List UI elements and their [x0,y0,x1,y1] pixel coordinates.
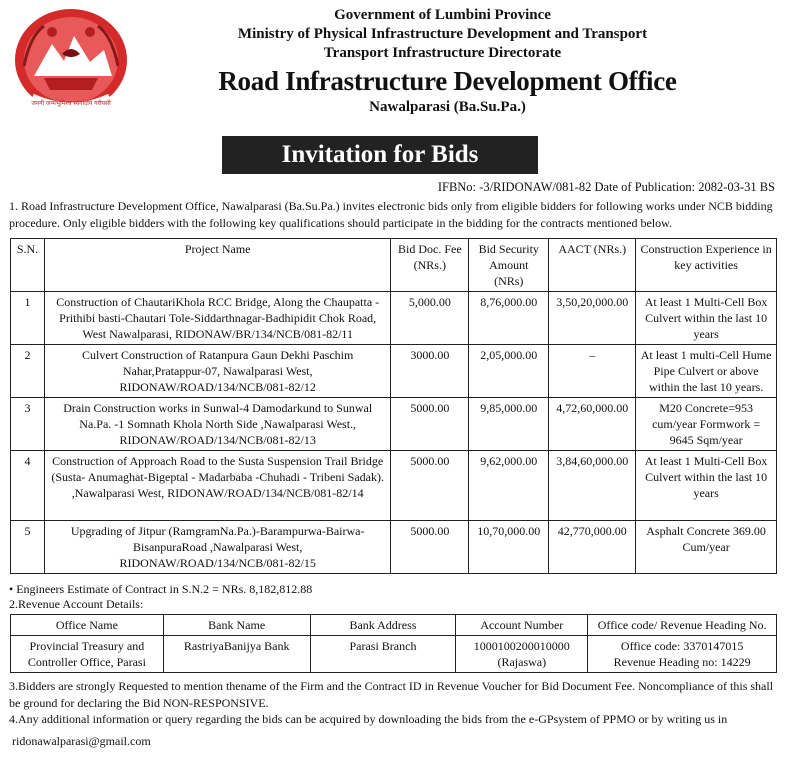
contact-email[interactable]: ridonawalparasi@gmail.com [12,734,151,748]
table-row [11,521,777,574]
revenue-row [11,636,777,673]
cell-experience: M20 Concrete=953 cum/year Formwork = 9645 Sqm/year [636,398,777,451]
col-header-sn: S.N. [11,239,45,292]
table-header-row [11,239,777,292]
cell-fee: 5000.00 [391,398,469,451]
cell-aact: 42,770,000.00 [549,521,636,574]
estimate-note: • Engineers Estimate of Contract in S.N.2 = NRs. 8,182,812.88 [9,582,313,596]
cell-project: Drain Construction works in Sunwal-4 Damodarkund to Sunwal Na.Pa. -1 Somnath Khola North Side ,Nawalparasi West., RIDONAW/ROAD/134/NCB/081-82/13 [44,398,390,451]
col-header-fee: Bid Doc. Fee (NRs.) [391,239,469,292]
cell-sn: 2 [11,345,45,398]
rev-account-line2: (Rajaswa) [497,655,547,669]
rev-account-line1: 1000100200010000 [473,639,570,653]
cell-security: 9,85,000.00 [469,398,549,451]
cell-security: 2,05,000.00 [469,345,549,398]
cell-aact: 4,72,60,000.00 [549,398,636,451]
intro-paragraph: 1. Road Infrastructure Development Office, Nawalparasi (Ba.Su.Pa.) invites electronic bids only from eligible bidders for following works under NCB bidding procedure. Only eligible bidders with the following key qualifications should participate in the bidding for the contracts mentioned below. [9,199,773,230]
rev-header-address: Bank Address [310,615,456,636]
cell-experience: At least 1 Multi-Cell Box Culvert within the last 10 years [636,451,777,521]
col-header-experience: Construction Experience in key activities [636,239,777,292]
rev-header-bank: Bank Name [163,615,310,636]
cell-security: 8,76,000.00 [469,292,549,345]
cell-sn: 3 [11,398,45,451]
cell-project: Upgrading of Jitpur (RamgramNa.Pa.)-Barampurwa-Bairwa- BisanpuraRoad ,Nawalparasi West, RIDONAW/ROAD/134/NCB/081-82/15 [44,521,390,574]
cell-project: Construction of ChautariKhola RCC Bridge, Along the Chaupatta -Prithibi basti-Chautari Tole-Siddarthnagar-Badhipidit Chok Road, West Nawalparasi, RIDONAW/BR/134/NCB/081-82/11 [44,292,390,345]
cell-security: 9,62,000.00 [469,451,549,521]
header [130,6,785,117]
rev-code-line1: Office code: 3370147015 [620,639,744,653]
cell-aact: 3,84,60,000.00 [549,451,636,521]
rev-cell-office [11,636,164,673]
header-ministry: Ministry of Physical Infrastructure Development and Transport [237,26,648,42]
cell-sn: 5 [11,521,45,574]
rev-header-account: Account Number [456,615,588,636]
cell-project: Culvert Construction of Ratanpura Gaun Dekhi Paschim Nahar,Pratappur-07, Nawalparasi West, RIDONAW/ROAD/134/NCB/081-82/12 [44,345,390,398]
rev-cell-account [456,636,588,673]
table-row [11,292,777,345]
ifb-line: IFBNo: -3/RIDONAW/081-82 Date of Publication: 2082-03-31 BS [437,180,775,194]
cell-fee: 5000.00 [391,451,469,521]
table-row [11,398,777,451]
rev-cell-bank: RastriyaBanijya Bank [163,636,310,673]
header-government: Government of Lumbini Province [334,7,551,23]
header-office: Road Infrastructure Development Office [218,66,677,96]
col-header-security: Bid Security Amount (NRs) [469,239,549,292]
header-directorate: Transport Infrastructure Directorate [323,45,562,61]
cell-security: 10,70,000.00 [469,521,549,574]
cell-project: Construction of Approach Road to the Susta Suspension Trail Bridge (Susta- Anumaghat-Bigeptal - Madarbaba -Chuhadi - Tribeni Sadak). ,Nawalparasi West, RIDONAW/ROAD/134/NCB/081-82/14 [44,451,390,521]
revenue-header-row [11,615,777,636]
cell-experience: Asphalt Concrete 369.00 Cum/year [636,521,777,574]
cell-experience: At least 1 multi-Cell Hume Pipe Culvert or above within the last 10 years. [636,345,777,398]
cell-experience: At least 1 Multi-Cell Box Culvert within the last 10 years [636,292,777,345]
revenue-heading: 2.Revenue Account Details: [9,597,144,611]
cell-aact: – [549,345,636,398]
rev-office-line2: Controller Office, Parasi [27,655,146,669]
cell-sn: 1 [11,292,45,345]
cell-fee: 5000.00 [391,521,469,574]
col-header-project: Project Name [44,239,390,292]
cell-aact: 3,50,20,000.00 [549,292,636,345]
rev-cell-code [588,636,777,673]
paragraph-3: 3.Bidders are strongly Requested to mention thename of the Firm and the Contract ID in Revenue Voucher for Bid Document Fee. Noncompliance of this shall be ground for declaring the Bid NON-RESPONSIVE. [9,679,774,710]
emblem-motto: जननी जन्मभूमिश्च स्वर्गादपि गरीयसी [31,100,111,107]
rev-office-line1: Provincial Treasury and [29,639,145,653]
table-row [11,451,777,521]
revenue-table [10,614,777,673]
header-district: Nawalparasi (Ba.Su.Pa.) [369,99,526,115]
cell-fee: 3000.00 [391,345,469,398]
rev-code-line2: Revenue Heading no: 14229 [613,655,751,669]
table-row [11,345,777,398]
cell-sn: 4 [11,451,45,521]
paragraph-4: 4.Any additional information or query regarding the bids can be acquired by downloading the bids from the e-GPsystem of PPMO or by writing us in [9,712,728,726]
rev-cell-address: Parasi Branch [310,636,456,673]
col-header-aact: AACT (NRs.) [549,239,636,292]
rev-header-office: Office Name [11,615,164,636]
rev-header-code: Office code/ Revenue Heading No. [588,615,777,636]
page-title: Invitation for Bids [222,136,538,174]
bids-table [10,238,777,574]
cell-fee: 5,000.00 [391,292,469,345]
